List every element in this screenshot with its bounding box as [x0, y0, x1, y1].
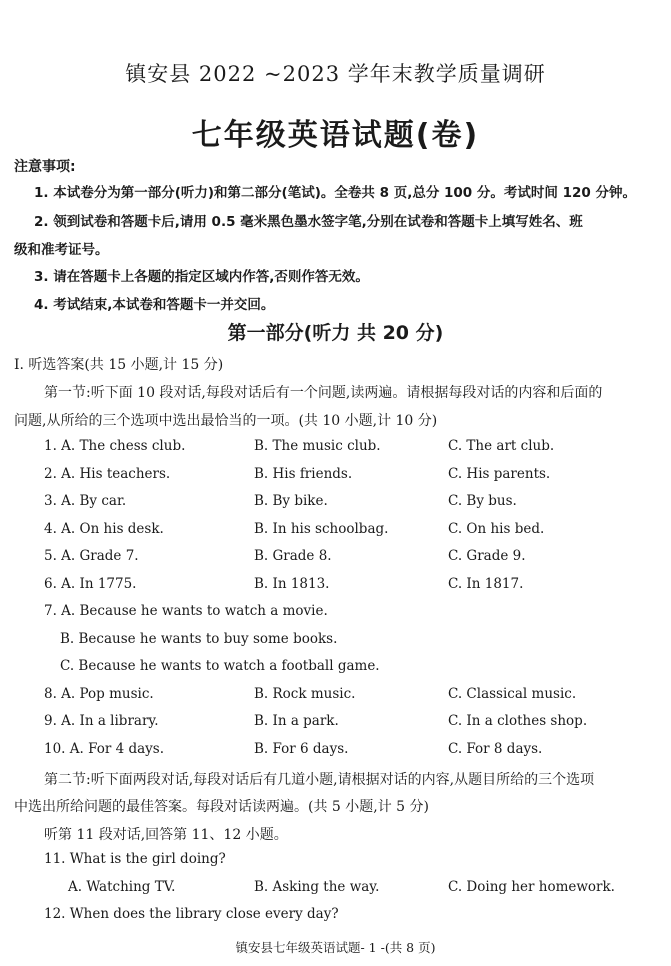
option-b: B. Because he wants to buy some books. [60, 631, 338, 647]
option-a: 5. A. Grade 7. [44, 548, 139, 564]
option-a: 2. A. His teachers. [44, 466, 171, 482]
subsection1-intro: 问题,从所给的三个选项中选出最恰当的一项。(共 10 小题,计 10 分) [14, 413, 438, 429]
option-b: B. In a park. [254, 713, 339, 729]
option-b: B. In his schoolbag. [254, 521, 389, 537]
option-c: C. For 8 days. [448, 741, 543, 757]
option-b: B. Grade 8. [254, 548, 332, 564]
option-c: C. Because he wants to watch a football game. [60, 658, 380, 674]
notice-item: 2. 领到试卷和答题卡后,请用 0.5 毫米黑色墨水签字笔,分别在试卷和答题卡上填写姓名、班 [34, 214, 583, 230]
question-stem: 12. When does the library close every day? [44, 906, 339, 922]
option-c: C. Classical music. [448, 686, 577, 702]
notice-item: 4. 考试结束,本试卷和答题卡一并交回。 [34, 297, 275, 313]
option-b: B. Asking the way. [254, 879, 380, 895]
part1-title: 第一部分(听力 共 20 分) [227, 322, 444, 344]
subsection2-intro: 中选出所给问题的最佳答案。每段对话读两遍。(共 5 小题,计 5 分) [14, 799, 429, 815]
section1-heading: Ⅰ. 听选答案(共 15 小题,计 15 分) [14, 357, 224, 373]
option-c: C. In 1817. [448, 576, 524, 592]
notice-item: 级和准考证号。 [14, 242, 109, 258]
option-b: B. In 1813. [254, 576, 330, 592]
option-a: A. Watching TV. [68, 879, 176, 895]
dialog-intro: 听第 11 段对话,回答第 11、12 小题。 [44, 827, 288, 843]
notice-item: 1. 本试卷分为第一部分(听力)和第二部分(笔试)。全卷共 8 页,总分 100 分。考试时间 120 分钟。 [34, 185, 636, 201]
option-b: B. The music club. [254, 438, 381, 454]
paper-title: 七年级英语试题(卷) [191, 118, 480, 153]
option-c: C. In a clothes shop. [448, 713, 588, 729]
option-c: C. His parents. [448, 466, 551, 482]
option-a: 1. A. The chess club. [44, 438, 186, 454]
option-c: C. Grade 9. [448, 548, 526, 564]
notice-item: 3. 请在答题卡上各题的指定区域内作答,否则作答无效。 [34, 269, 369, 285]
subsection2-intro: 第二节:听下面两段对话,每段对话后有几道小题,请根据对话的内容,从题目所给的三个选项 [44, 772, 595, 788]
option-c: C. The art club. [448, 438, 555, 454]
option-a: 9. A. In a library. [44, 713, 159, 729]
option-b: B. By bike. [254, 493, 328, 509]
option-a: 3. A. By car. [44, 493, 127, 509]
option-c: C. On his bed. [448, 521, 545, 537]
exam-header: 镇安县 2022 ~2023 学年末教学质量调研 [125, 62, 546, 86]
option-b: B. His friends. [254, 466, 353, 482]
question-stem: 11. What is the girl doing? [44, 851, 226, 867]
option-a: 8. A. Pop music. [44, 686, 154, 702]
option-a: 4. A. On his desk. [44, 521, 164, 537]
subsection1-intro: 第一节:听下面 10 段对话,每段对话后有一个问题,读两遍。请根据每段对话的内容和后面的 [44, 385, 603, 401]
option-c: C. Doing her homework. [448, 879, 615, 895]
option-a: 6. A. In 1775. [44, 576, 137, 592]
option-a: 10. A. For 4 days. [44, 741, 165, 757]
option-a: 7. A. Because he wants to watch a movie. [44, 603, 328, 619]
page-footer: 镇安县七年级英语试题- 1 -(共 8 页) [235, 940, 436, 955]
notice-label: 注意事项: [14, 159, 76, 175]
option-b: B. For 6 days. [254, 741, 349, 757]
option-b: B. Rock music. [254, 686, 356, 702]
option-c: C. By bus. [448, 493, 517, 509]
